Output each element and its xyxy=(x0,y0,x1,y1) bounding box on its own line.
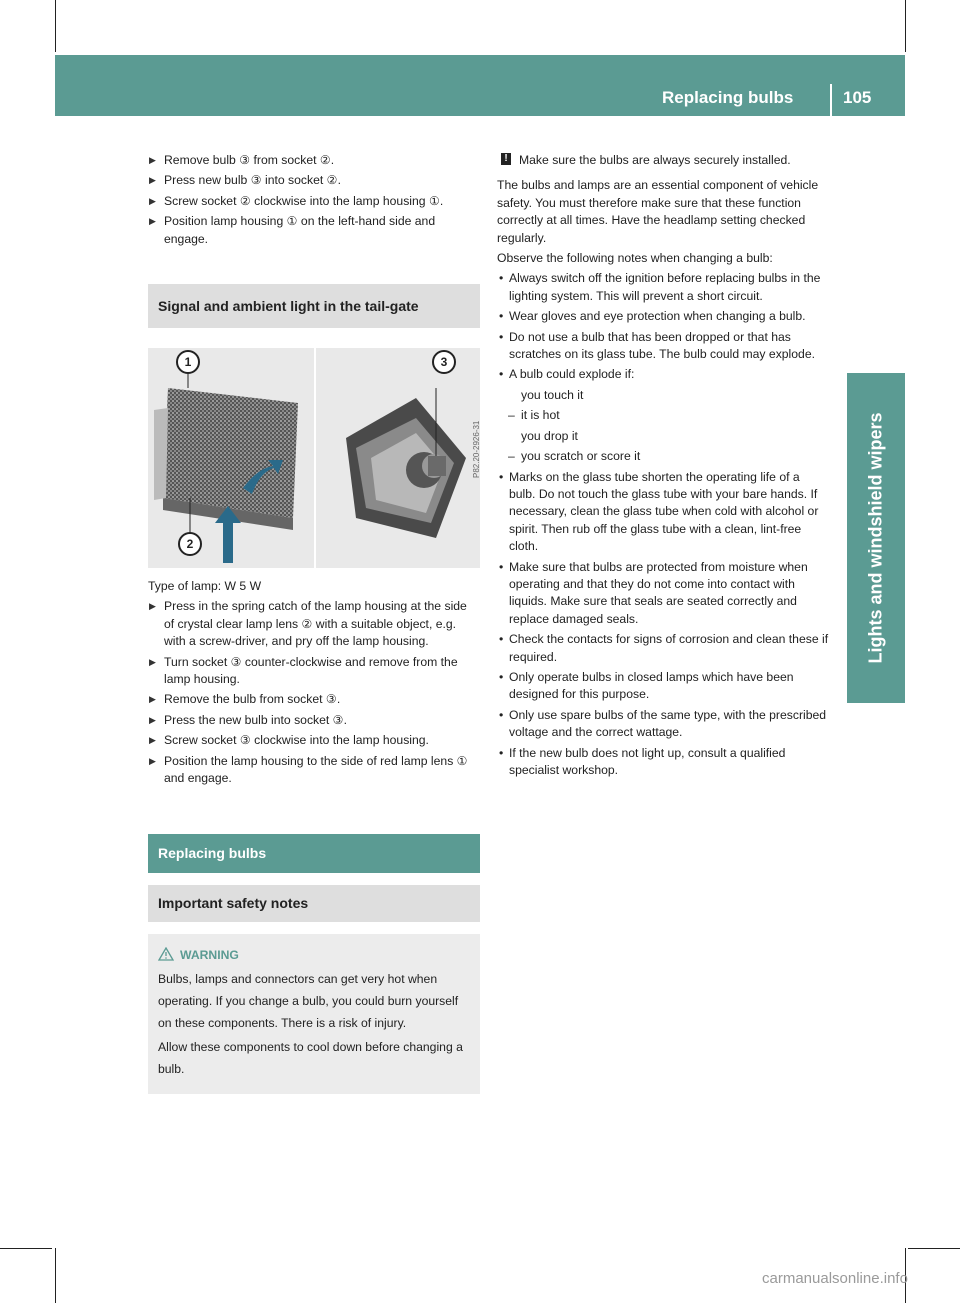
sub-item: you touch it xyxy=(521,387,584,402)
paragraph: The bulbs and lamps are an essential component of vehicle safety. You must therefore make sure that these function correctly at all times. Have the headlamp setting checked regularly. xyxy=(497,178,819,245)
bullet-item: • Check the contacts for signs of corrosion and clean these if required. xyxy=(497,631,829,666)
instruction-step: ▶ Position the lamp housing to the side of red lamp lens ① and engage. xyxy=(148,753,480,788)
warning-heading xyxy=(158,944,470,966)
section-heading-signal-light: Signal and ambient light in the tail-gate xyxy=(148,284,480,328)
instruction-step: ▶ Position lamp housing ① on the left-hand side and engage. xyxy=(148,213,480,248)
warning-title: WARNING xyxy=(180,948,239,963)
left-column xyxy=(148,152,480,1094)
bullet-item: • If the new bulb does not light up, consult a qualified specialist workshop. xyxy=(497,745,829,780)
warning-box xyxy=(148,934,480,1094)
instruction-step: ▶ Remove bulb ③ from socket ②. xyxy=(148,152,480,169)
bullet-item: • Do not use a bulb that has been dropped or that has scratches on its glass tube. The bulb could may explode. xyxy=(497,329,829,364)
crop-mark xyxy=(0,1248,52,1249)
crop-mark xyxy=(908,1248,960,1249)
paragraph: Observe the following notes when changing a bulb: xyxy=(497,251,773,266)
lamp-type: Type of lamp: W 5 W xyxy=(148,579,262,594)
figure-code: P82.20-2926-31 xyxy=(472,420,481,479)
instruction-step: ▶ Press in the spring catch of the lamp housing at the side of crystal clear lamp lens ② with a suitable object, e.g. with a screw-driver, and pry off the lamp housing. xyxy=(148,598,480,650)
instruction-step: ▶ Press new bulb ③ into socket ②. xyxy=(148,172,480,189)
crop-mark xyxy=(55,1248,56,1303)
notice xyxy=(497,152,829,169)
sub-item: you drop it xyxy=(521,428,578,443)
crop-mark xyxy=(905,0,906,52)
exclamation-icon: ! xyxy=(501,153,511,165)
instruction-step: ▶ Press the new bulb into socket ③. xyxy=(148,712,480,729)
lamp-figure xyxy=(148,348,480,568)
callout-2: 2 xyxy=(178,532,202,556)
watermark: carmanualsonline.info xyxy=(762,1270,908,1287)
bullet-item: • Only operate bulbs in closed lamps which have been designed for this purpose. xyxy=(497,669,829,704)
header-divider xyxy=(830,84,832,116)
instruction-step: ▶ Remove the bulb from socket ③. xyxy=(148,691,480,708)
section-heading-replacing-bulbs: Replacing bulbs xyxy=(148,834,480,873)
instruction-step: ▶ Turn socket ③ counter-clockwise and remove from the lamp housing. xyxy=(148,654,480,689)
page-title: Replacing bulbs xyxy=(662,88,794,107)
crop-mark xyxy=(55,0,56,52)
subsection-heading-safety-notes: Important safety notes xyxy=(148,885,480,922)
right-column xyxy=(497,152,829,782)
lamp-housing-illustration xyxy=(148,348,314,568)
callout-3: 3 xyxy=(432,350,456,374)
socket-illustration xyxy=(316,348,480,568)
bullet-item: • Marks on the glass tube shorten the operating life of a bulb. Do not touch the glass tube with your bare hands. If necessary, clean the glass tube when cold with alcohol or spirit. Then rub off the glass tube with a clean, lint-free cloth. xyxy=(497,469,829,556)
sub-item: – you scratch or score it xyxy=(497,448,829,465)
lamp-housing-photo xyxy=(148,348,314,568)
bullet-item: • Only use spare bulbs of the same type, with the prescribed voltage and the correct wattage. xyxy=(497,707,829,742)
sub-item: – it is hot xyxy=(497,407,829,424)
warning-icon xyxy=(158,947,174,961)
bullet-item: • Always switch off the ignition before replacing bulbs in the lighting system. This will prevent a short circuit. xyxy=(497,270,829,305)
bullet-item: • A bulb could explode if: xyxy=(497,366,829,383)
warning-text: Allow these components to cool down before changing a bulb. xyxy=(158,1040,463,1077)
bullet-item: • Wear gloves and eye protection when changing a bulb. xyxy=(497,308,829,325)
instruction-step: ▶ Screw socket ② clockwise into the lamp housing ①. xyxy=(148,193,480,210)
instruction-step: ▶ Screw socket ③ clockwise into the lamp housing. xyxy=(148,732,480,749)
bullet-item: • Make sure that bulbs are protected from moisture when operating and that they do not come into contact with liquids. Make sure that seals are seated correctly and replace damaged seals. xyxy=(497,559,829,629)
callout-1: 1 xyxy=(176,350,200,374)
warning-text: Bulbs, lamps and connectors can get very hot when operating. If you change a bulb, you could burn yourself on these components. There is a risk of injury. xyxy=(158,972,459,1031)
page-number: 105 xyxy=(843,88,872,107)
socket-photo xyxy=(316,348,480,568)
chapter-tab-label: Lights and windshield wipers xyxy=(865,412,886,664)
notice-text: Make sure the bulbs are always securely installed. xyxy=(519,153,791,167)
